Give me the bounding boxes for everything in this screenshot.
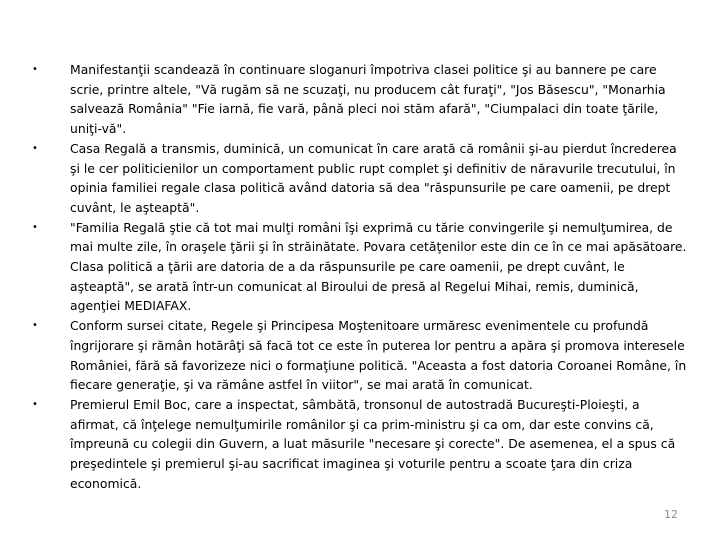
bullet-text: Manifestanţii scandează în continuare sloganuri împotriva clasei politice şi au bannere pe care scrie, printre altele, "Vă rugăm să ne scuzaţi, nu producem cât furaţi", "Jos Băsescu", "Monarhia salvează România" "Fie iarnă, fie vară, până pleci noi stăm afară", "Ciumpalaci din toate ţările, uniţi-vă". (70, 62, 666, 137)
bullet-item (30, 395, 690, 494)
bullet-text: Premierul Emil Boc, care a inspectat, sâmbătă, tronsonul de autostradă Bucureşti-Ploieşti, a afirmat, că înţelege nemulţumirile românilor şi ca prim-ministru şi ca om, dar este convins că, împreună cu colegii din Guvern, a luat măsurile "necesare şi corecte". De asemenea, el a spus că preşedintele şi premierul şi-au sacrificat imaginea şi voturile pentru a scoate ţara din criza economică. (70, 396, 676, 491)
bullet-dot-icon: • (32, 64, 38, 75)
bullet-item (30, 139, 690, 218)
bullet-dot-icon: • (32, 398, 38, 410)
bullet-text: Conform sursei citate, Regele şi Principesa Moştenitoare urmăresc evenimentele cu profundă îngrijorare şi rămân hotărâţi să facă tot ce este în puterea lor pentru a apăra şi promova interesele României, fără să favorizeze nici o formaţiune politică. "Aceasta a fost datoria Coroanei Române, în fiecare generaţie, şi va rămâne astfel în viitor", se mai arată în comunicat. (70, 318, 687, 393)
bullet-item (30, 316, 690, 395)
bullet-dot-icon: • (32, 320, 38, 332)
bullet-item (30, 218, 690, 317)
bullet-item (30, 60, 690, 139)
bullet-dot-icon: • (32, 221, 38, 233)
bullet-dot-icon: • (32, 142, 38, 154)
page-number: 12 (664, 508, 678, 521)
bullet-list (30, 60, 690, 493)
bullet-text: Casa Regală a transmis, duminică, un comunicat în care arată că românii şi-au pierdut încrederea şi le cer politicienilor un comportament public rupt complet şi definitiv de năravurile trecutului, în opinia familiei regale clasa politică având datoria să dea "răspunsurile pe care oamenii, pe drept cuvânt, le aşteaptă". (70, 140, 677, 215)
bullet-text: "Familia Regală ştie că tot mai mulţi români îşi exprimă cu tărie convingerile şi nemulţumirea, de mai multe zile, în oraşele ţării şi în străinătate. Povara cetăţenilor este din ce în ce mai apăsătoare. Clasa politică a ţării are datoria de a da răspunsurile pe care oamenii, pe drept cuvânt, le aşteaptă", se arată într-un comunicat al Biroului de presă al Regelui Mihai, remis, duminică, agenţiei MEDIAFAX. (70, 219, 687, 314)
